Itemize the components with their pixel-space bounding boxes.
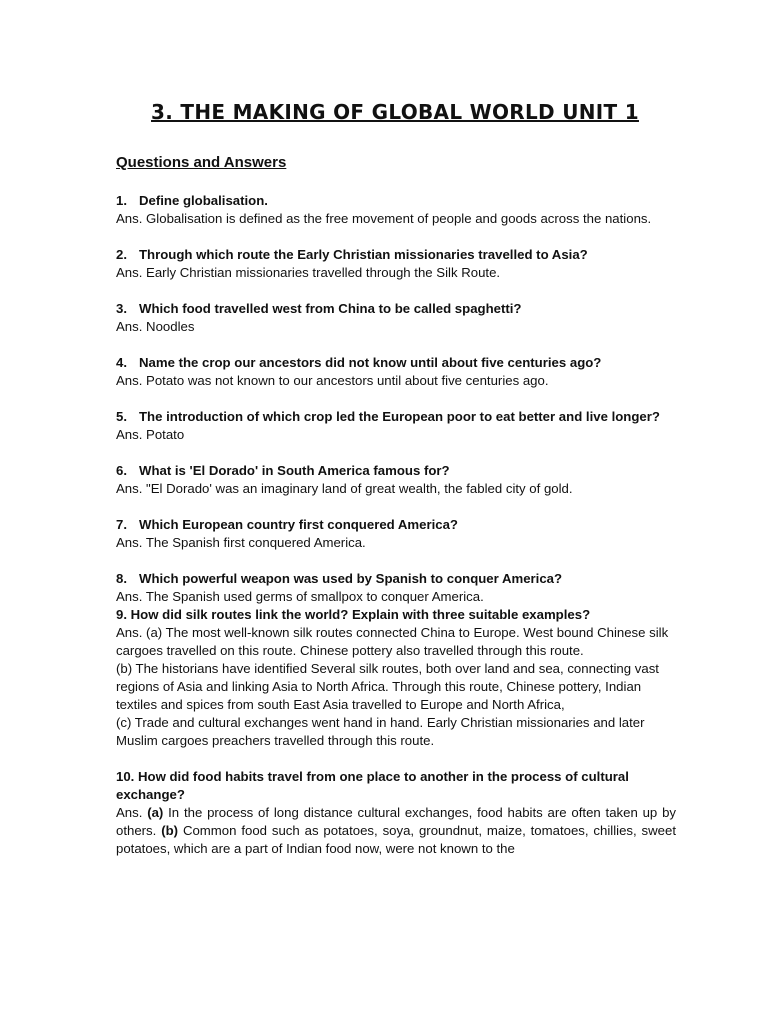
qa-item-4	[116, 354, 676, 390]
answer: Ans. The Spanish used germs of smallpox to conquer America.	[116, 589, 484, 604]
answer-part-a: Ans. (a) The most well-known silk routes connected China to Europe. West bound Chinese silk cargoes travelled on this route. Chinese pottery also travelled through this route.	[116, 625, 669, 658]
answer-part-c: (c) Trade and cultural exchanges went hand in hand. Early Christian missionaries and later Muslim cargoes preachers travelled through this route.	[116, 715, 645, 748]
answer: Ans. Potato was not known to our ancestors until about five centuries ago.	[116, 373, 549, 388]
page-title: 3. THE MAKING OF GLOBAL WORLD UNIT 1	[151, 100, 639, 124]
question: 10. How did food habits travel from one place to another in the process of cultural exchange?	[116, 769, 629, 802]
question: 8. Which powerful weapon was used by Spanish to conquer America?	[116, 571, 563, 586]
answer: Ans. "El Dorado' was an imaginary land of great wealth, the fabled city of gold.	[116, 481, 573, 496]
question: 3. Which food travelled west from China to be called spaghetti?	[116, 301, 522, 316]
question: 6. What is 'El Dorado' in South America famous for?	[116, 463, 450, 478]
qa-content	[116, 192, 676, 876]
qa-item-8	[116, 570, 676, 606]
answer: Ans. Early Christian missionaries travelled through the Silk Route.	[116, 265, 501, 280]
question: 2. Through which route the Early Christian missionaries travelled to Asia?	[116, 247, 588, 262]
qa-item-6	[116, 462, 676, 498]
question: 7. Which European country first conquered America?	[116, 517, 458, 532]
qa-item-9	[116, 606, 676, 750]
answer: Ans. (a) In the process of long distance cultural exchanges, food habits are often taken up by others. (b) Common food such as potatoes, soya, groundnut, maize, tomatoes, chillies, sweet potatoes, which are a part of Indian food now, were not known to the	[116, 805, 676, 856]
question: 4. Name the crop our ancestors did not know until about five centuries ago?	[116, 355, 602, 370]
section-heading: Questions and Answers	[116, 154, 287, 171]
question: 1. Define globalisation.	[116, 193, 268, 208]
qa-item-7	[116, 516, 676, 552]
answer-part-b: (b) The historians have identified Several silk routes, both over land and sea, connecting vast regions of Asia and linking Asia to North Africa. Through this route, Chinese pottery, Indian textiles and spices from south East Asia travelled to Europe and North Africa,	[116, 661, 659, 712]
qa-item-3	[116, 300, 676, 336]
qa-item-2	[116, 246, 676, 282]
answer: Ans. Noodles	[116, 319, 195, 334]
question: 5. The introduction of which crop led the European poor to eat better and live longer?	[116, 409, 660, 424]
qa-item-1	[116, 192, 676, 228]
answer: Ans. Globalisation is defined as the free movement of people and goods across the nations.	[116, 211, 652, 226]
qa-item-10	[116, 768, 676, 858]
qa-item-5	[116, 408, 676, 444]
answer: Ans. Potato	[116, 427, 185, 442]
answer: Ans. The Spanish first conquered America.	[116, 535, 366, 550]
question: 9. How did silk routes link the world? Explain with three suitable examples?	[116, 607, 591, 622]
